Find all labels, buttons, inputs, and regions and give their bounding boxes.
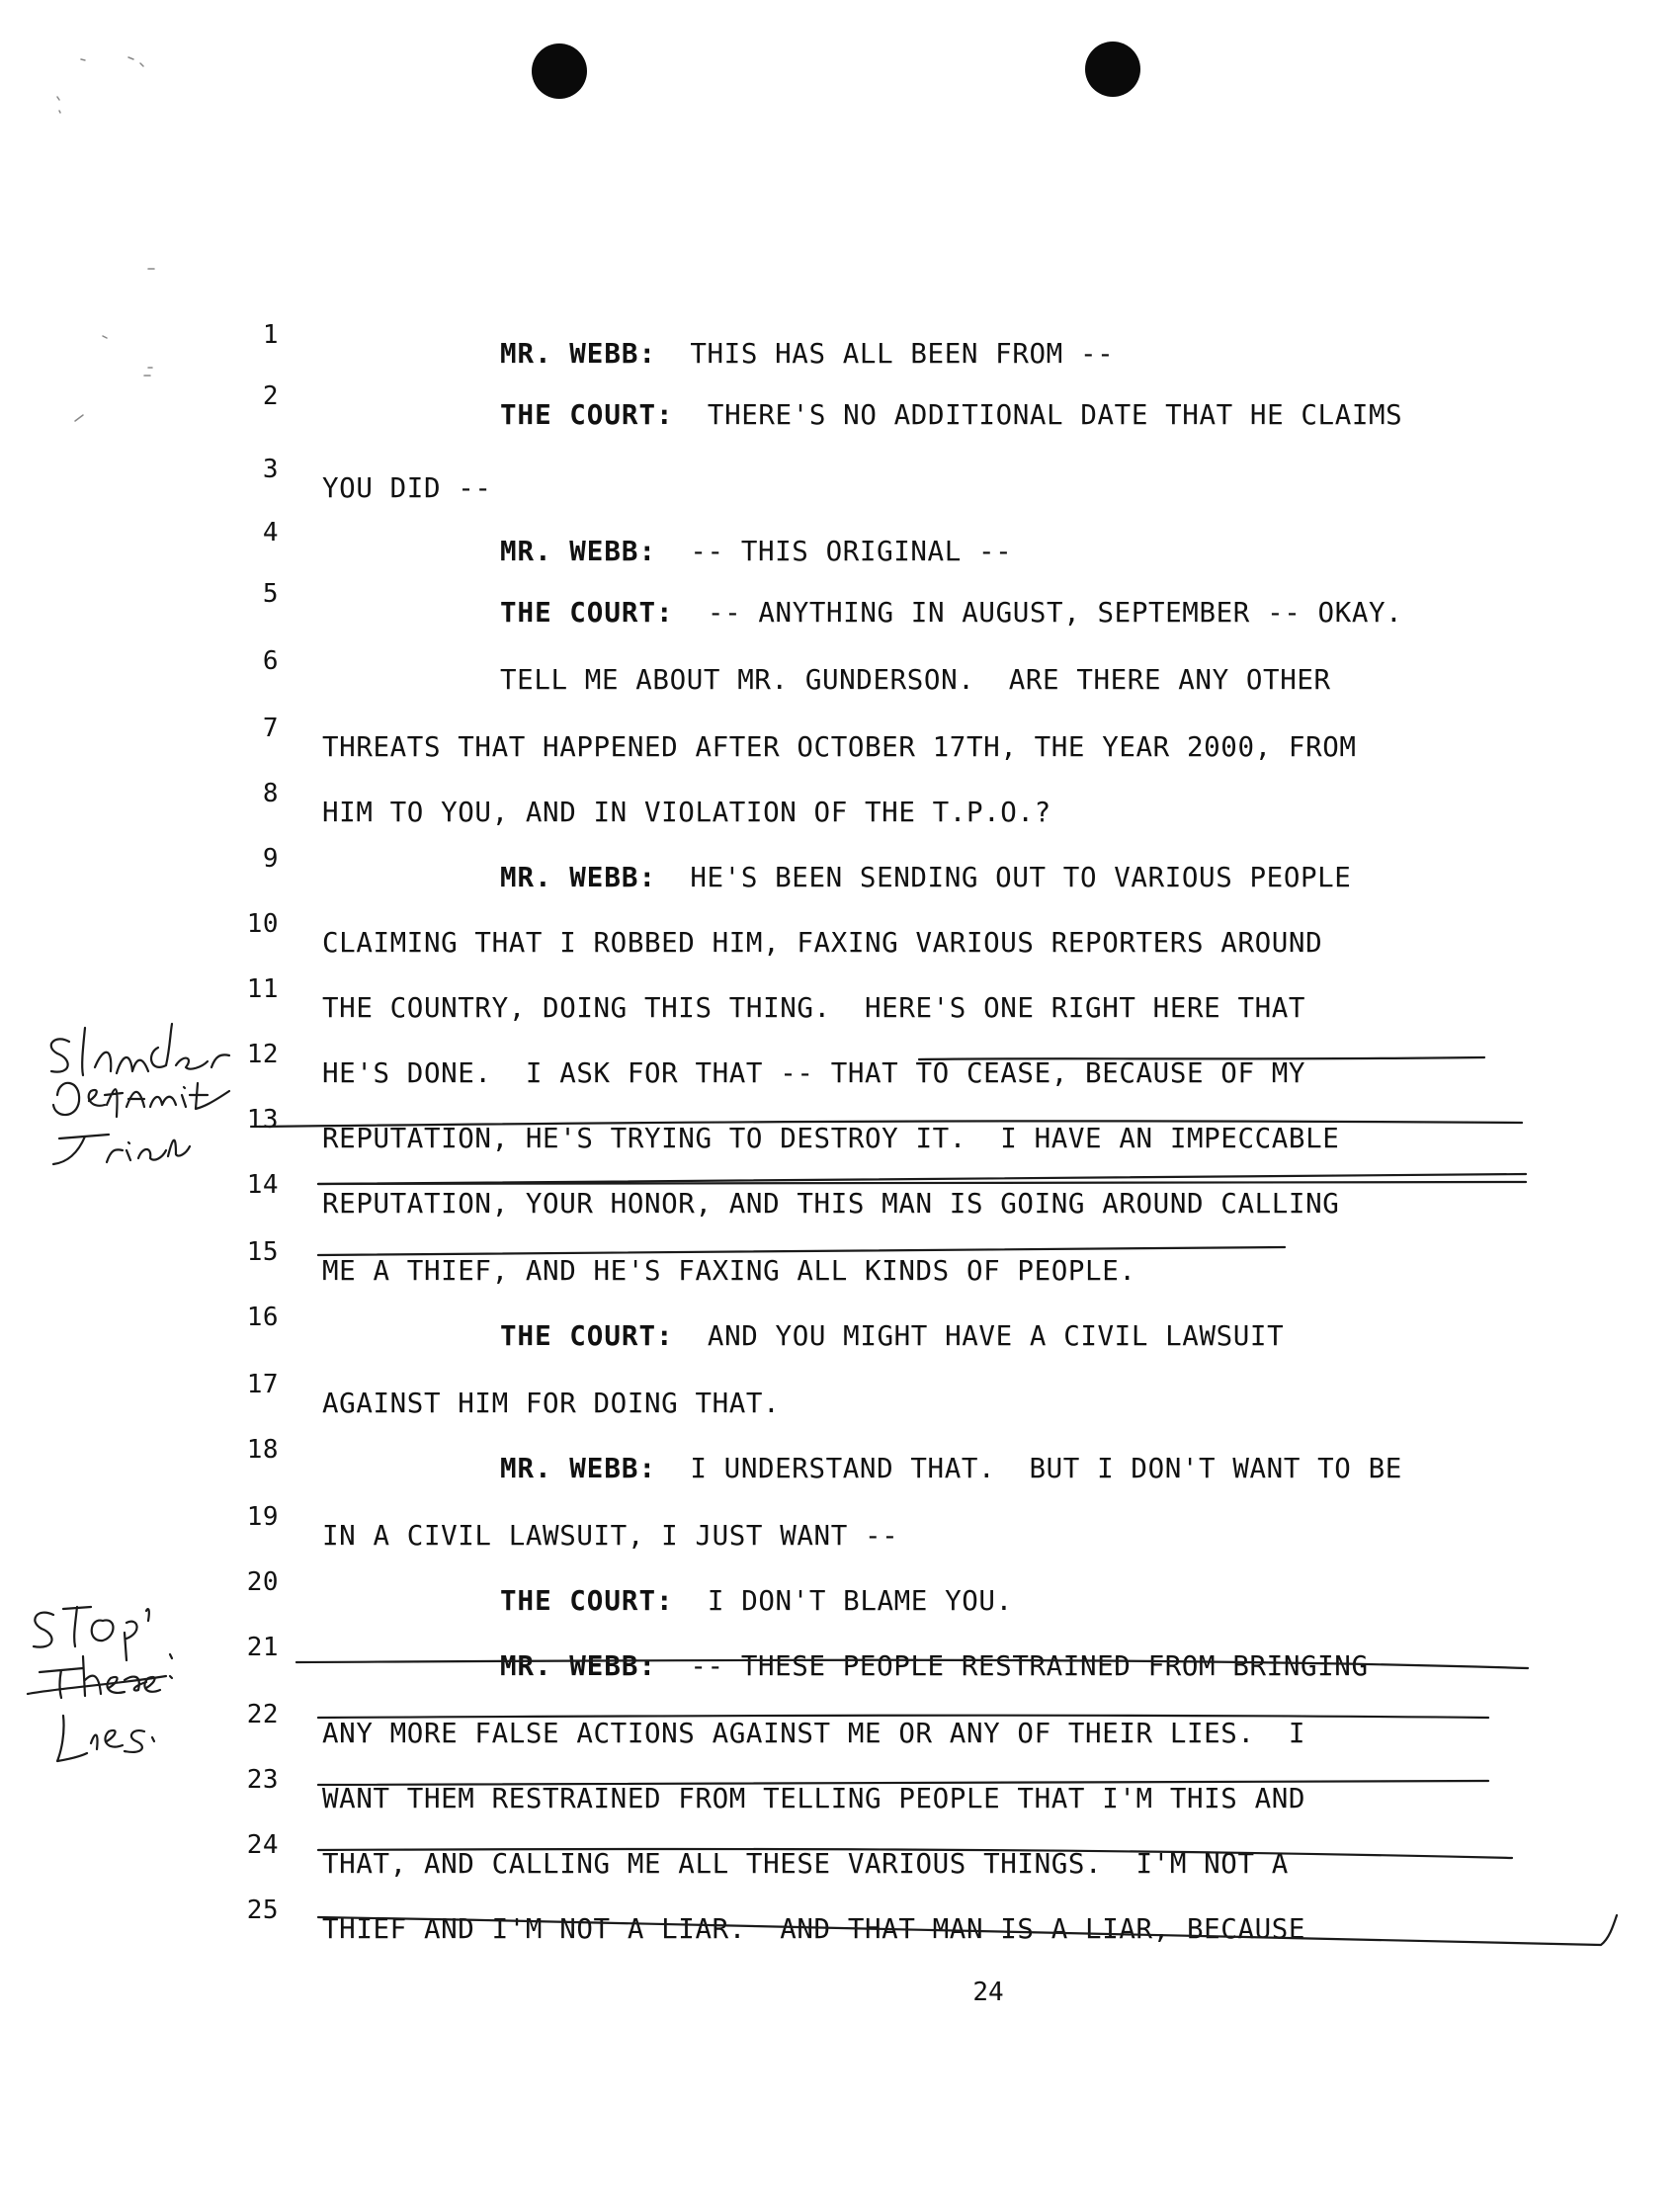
line-content: THIEF AND I'M NOT A LIAR. AND THAT MAN IS A LIAR, BECAUSE [322,1913,1306,1945]
line-number: 1 [262,320,279,350]
line-number: 16 [246,1303,279,1332]
line-number: 24 [246,1830,279,1860]
transcript-line [0,1741,1680,1814]
transcript-line [0,1146,1680,1220]
line-number: 9 [262,844,279,874]
line-content: I DON'T BLAME YOU. [707,1585,1013,1617]
transcript-line [0,1346,1680,1419]
line-number: 25 [246,1895,279,1925]
line-number: 3 [262,455,279,484]
line-number: 20 [246,1567,279,1597]
transcript-line [0,1544,1680,1617]
line-number: 8 [262,779,279,808]
line-number: 22 [246,1700,279,1729]
page-number: 24 [972,1978,1004,2007]
line-number: 21 [246,1633,279,1662]
transcript-line [0,1279,1680,1352]
line-content: HE'S BEEN SENDING OUT TO VARIOUS PEOPLE [690,862,1352,893]
transcript-line [0,296,1680,370]
line-content: AND YOU MIGHT HAVE A CIVIL LAWSUIT [707,1320,1285,1352]
transcript-line [0,623,1680,696]
transcript-line [0,1214,1680,1287]
line-content: TELL ME ABOUT MR. GUNDERSON. ARE THERE ANY OTHER [500,664,1331,696]
line-number: 6 [262,646,279,676]
line-content: THREATS THAT HAPPENED AFTER OCTOBER 17TH, THE YEAR 2000, FROM [322,731,1357,763]
line-content: HE'S DONE. I ASK FOR THAT -- THAT TO CEASE, BECAUSE OF MY [322,1057,1306,1089]
speaker-label: MR. WEBB: [500,862,657,893]
line-content: YOU DID -- [322,472,492,504]
line-content: IN A CIVIL LAWSUIT, I JUST WANT -- [322,1520,899,1552]
transcript-line [0,358,1680,431]
line-number: 15 [246,1237,279,1267]
line-content: HIM TO YOU, AND IN VIOLATION OF THE T.P.O.? [322,797,1051,828]
transcript-line [0,690,1680,763]
transcript-line [0,1016,1680,1089]
transcript-line [0,1872,1680,1945]
line-number: 7 [262,714,279,743]
transcript-line [0,1676,1680,1749]
line-content: WANT THEM RESTRAINED FROM TELLING PEOPLE THAT I'M THIS AND [322,1783,1306,1814]
line-content: THIS HAS ALL BEEN FROM -- [690,338,1115,370]
line-content: REPUTATION, HE'S TRYING TO DESTROY IT. I HAVE AN IMPECCABLE [322,1123,1340,1154]
speaker-label: THE COURT: [500,1320,674,1352]
transcript-line [0,1807,1680,1880]
speaker-label: MR. WEBB: [500,338,657,370]
speaker-label: MR. WEBB: [500,1650,657,1682]
transcript-line [0,1609,1680,1682]
transcript-line [0,755,1680,828]
line-number: 4 [262,518,279,548]
line-number: 2 [262,381,279,411]
transcript-line [0,820,1680,893]
transcript-line [0,951,1680,1024]
line-content: -- THESE PEOPLE RESTRAINED FROM BRINGING [690,1650,1369,1682]
speaker-label: THE COURT: [500,1585,674,1617]
line-text [500,395,1402,435]
speaker-label: THE COURT: [500,597,674,629]
line-number: 11 [246,974,279,1004]
line-number: 12 [246,1040,279,1069]
line-content: THAT, AND CALLING ME ALL THESE VARIOUS THINGS. I'M NOT A [322,1848,1289,1880]
line-content: ANY MORE FALSE ACTIONS AGAINST ME OR ANY OF THEIR LIES. I [322,1718,1306,1749]
transcript-line [0,1478,1680,1552]
line-number: 19 [246,1502,279,1532]
line-content: CLAIMING THAT I ROBBED HIM, FAXING VARIOUS REPORTERS AROUND [322,927,1323,959]
line-content: THE COUNTRY, DOING THIS THING. HERE'S ONE RIGHT HERE THAT [322,992,1306,1024]
speaker-label: THE COURT: [500,399,674,431]
line-number: 10 [246,909,279,939]
transcript-line [0,494,1680,567]
line-content: -- THIS ORIGINAL -- [690,536,1013,567]
line-number: 17 [246,1370,279,1399]
transcript-line [0,1081,1680,1154]
line-content: -- ANYTHING IN AUGUST, SEPTEMBER -- OKAY. [707,597,1403,629]
speaker-label: MR. WEBB: [500,1453,657,1484]
line-content: I UNDERSTAND THAT. BUT I DON'T WANT TO BE [690,1453,1402,1484]
line-number: 18 [246,1435,279,1465]
speaker-label: MR. WEBB: [500,536,657,567]
line-number: 14 [246,1170,279,1200]
line-content: REPUTATION, YOUR HONOR, AND THIS MAN IS GOING AROUND CALLING [322,1188,1340,1220]
line-content: AGAINST HIM FOR DOING THAT. [322,1388,781,1419]
line-content: ME A THIEF, AND HE'S FAXING ALL KINDS OF PEOPLE. [322,1255,1136,1287]
line-number: 5 [262,579,279,609]
line-content: THERE'S NO ADDITIONAL DATE THAT HE CLAIMS [707,399,1403,431]
transcript-line [0,1411,1680,1484]
transcript-line [0,555,1680,629]
line-number: 13 [246,1105,279,1135]
transcript-line [0,431,1680,504]
transcript-line [0,885,1680,959]
line-number: 23 [246,1765,279,1795]
